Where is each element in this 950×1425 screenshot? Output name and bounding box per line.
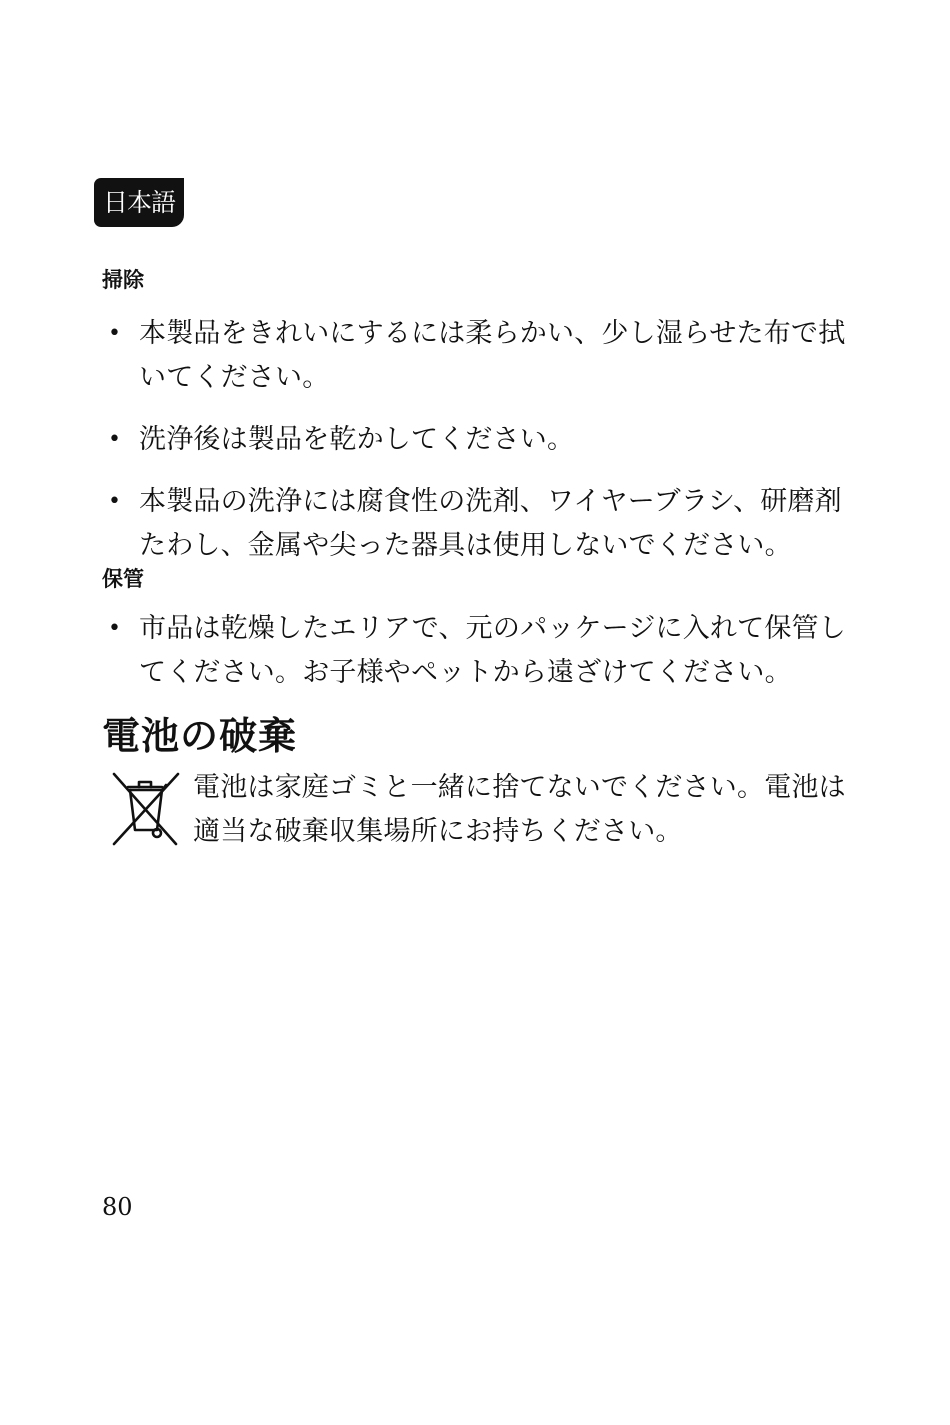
- list-item: [102, 480, 862, 568]
- section-heading-storage: 保管: [102, 567, 144, 591]
- list-item: [102, 418, 862, 462]
- page-number: 80: [102, 1193, 133, 1221]
- battery-disposal-title: 電池の破棄: [102, 714, 298, 758]
- list-item: [102, 312, 862, 400]
- section-heading-cleaning: 掃除: [102, 268, 144, 292]
- list-item: [102, 607, 862, 695]
- bullet-icon: •: [108, 489, 122, 514]
- storage-list: [102, 607, 862, 713]
- battery-disposal-text: 電池は家庭ゴミと一緒に捨てないでください。電池は適当な破棄収集場所にお持ちください。: [193, 772, 846, 847]
- list-item-text: 洗浄後は製品を乾かしてください。: [139, 424, 575, 455]
- cleaning-list: [102, 312, 862, 586]
- list-item-text: 市品は乾燥したエリアで、元のパッケージに入れて保管してください。お子様やペットから遠ざけてください。: [139, 613, 846, 688]
- bullet-icon: •: [108, 321, 122, 346]
- crossed-out-wheelie-bin-icon: [108, 770, 184, 846]
- bullet-icon: •: [108, 616, 122, 641]
- bullet-icon: •: [108, 427, 122, 452]
- list-item-text: 本製品の洗浄には腐食性の洗剤、ワイヤーブラシ、研磨剤たわし、金属や尖った器具は使用しないでください。: [139, 486, 842, 561]
- language-tab: 日本語: [94, 178, 184, 227]
- list-item-text: 本製品をきれいにするには柔らかい、少し湿らせた布で拭いてください。: [139, 318, 846, 393]
